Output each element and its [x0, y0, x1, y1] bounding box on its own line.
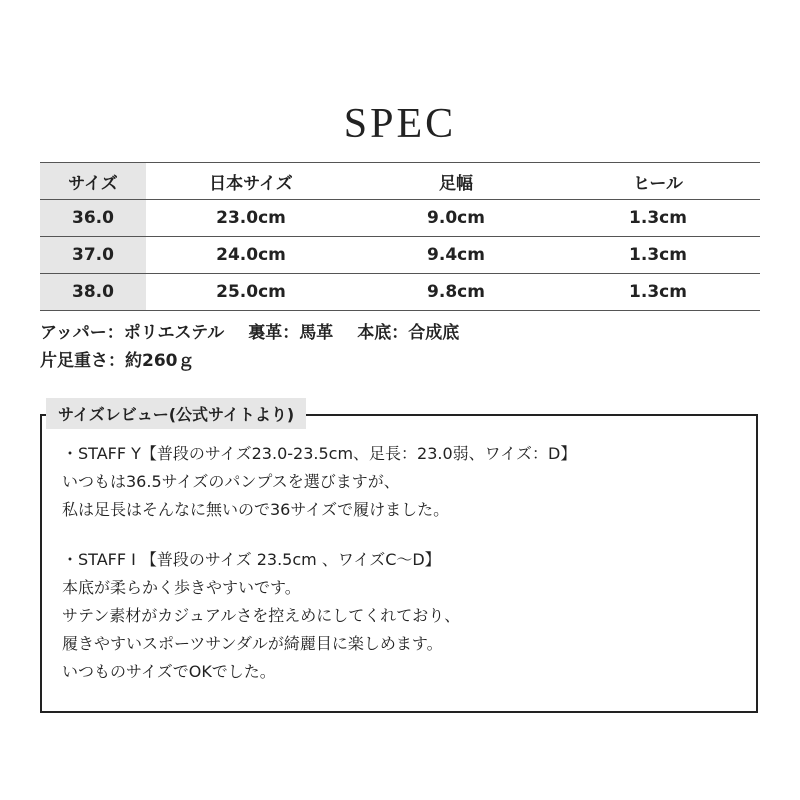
page-title: SPEC: [343, 101, 457, 147]
cell-size: 36.0: [40, 200, 146, 237]
material-lining: 裏革：馬革: [248, 323, 334, 343]
review-label: サイズレビュー(公式サイトより): [46, 398, 306, 429]
cell-size: 38.0: [40, 274, 146, 311]
staff2-header: ・STAFF I 【普段のサイズ 23.5cm 、ワイズC～D】: [62, 550, 441, 569]
header-japan-size: 日本サイズ: [146, 163, 356, 200]
table-row: [40, 200, 760, 237]
staff1-header: ・STAFF Y【普段のサイズ23.0-23.5cm、足長：23.0弱、ワイズ：D】: [62, 444, 577, 463]
cell-size: 37.0: [40, 237, 146, 274]
table-row: [40, 237, 760, 274]
cell-japan-size: 23.0cm: [146, 200, 356, 237]
header-foot-width: 足幅: [356, 163, 556, 200]
staff2-line: 履きやすいスポーツサンダルが綺麗目に楽しめます。: [62, 634, 443, 653]
cell-japan-size: 24.0cm: [146, 237, 356, 274]
header-heel: ヒール: [556, 163, 760, 200]
staff2-line: いつものサイズでOKでした。: [62, 662, 276, 681]
cell-foot-width: 9.0cm: [356, 200, 556, 237]
staff2-line: サテン素材がカジュアルさを控えめにしてくれており、: [62, 606, 461, 625]
cell-foot-width: 9.8cm: [356, 274, 556, 311]
staff1-line: いつもは36.5サイズのパンプスを選びますが、: [62, 472, 400, 491]
material-sole: 本底：合成底: [357, 323, 460, 343]
staff1-line: 私は足長はそんなに無いので36サイズで履けました。: [62, 500, 450, 519]
table-header-row: [40, 163, 760, 200]
spec-table: [40, 162, 760, 311]
cell-japan-size: 25.0cm: [146, 274, 356, 311]
cell-foot-width: 9.4cm: [356, 237, 556, 274]
materials-line: [40, 318, 459, 343]
cell-heel: 1.3cm: [556, 237, 760, 274]
cell-heel: 1.3cm: [556, 200, 760, 237]
header-size: サイズ: [40, 163, 146, 200]
table-row: [40, 274, 760, 311]
review-text: [62, 440, 742, 686]
weight-line: 片足重さ：約260ｇ: [40, 351, 195, 371]
material-upper: アッパー：ポリエステル: [40, 323, 225, 343]
staff2-line: 本底が柔らかく歩きやすいです。: [62, 578, 301, 597]
cell-heel: 1.3cm: [556, 274, 760, 311]
